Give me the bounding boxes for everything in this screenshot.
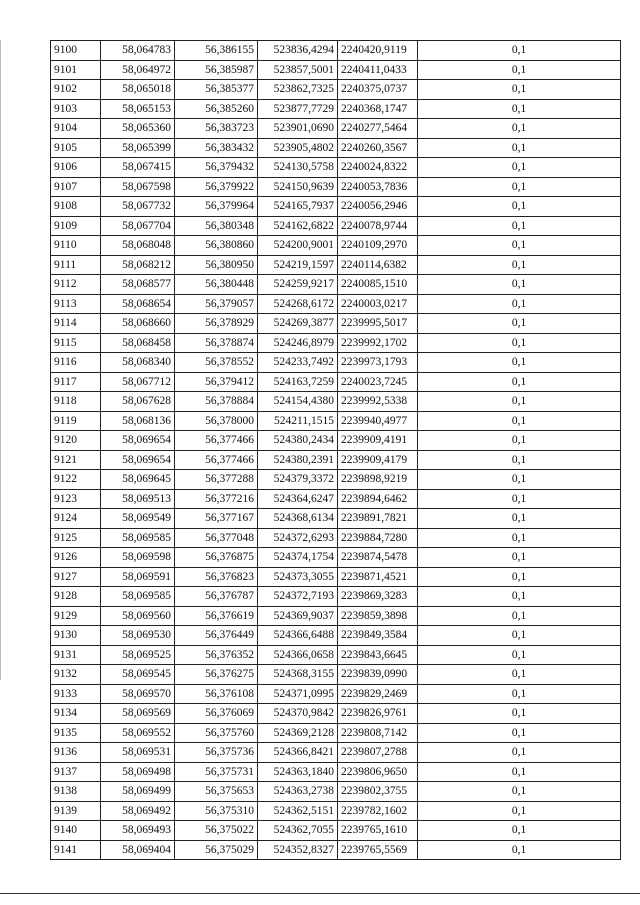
accuracy-cell: 0,1 xyxy=(418,450,621,470)
scan-edge-line xyxy=(0,40,1,680)
table-row xyxy=(51,392,621,412)
point-number-cell: 9101 xyxy=(51,60,101,80)
northing-cell: 2239909,4179 xyxy=(338,450,418,470)
easting-cell: 524368,3155 xyxy=(258,665,338,685)
table-row xyxy=(51,197,621,217)
point-number-cell: 9120 xyxy=(51,431,101,451)
point-number-cell: 9122 xyxy=(51,470,101,490)
northing-cell: 2239839,0990 xyxy=(338,665,418,685)
table-row xyxy=(51,275,621,295)
longitude-cell: 56,376449 xyxy=(175,626,258,646)
point-number-cell: 9129 xyxy=(51,606,101,626)
latitude-cell: 58,064783 xyxy=(101,41,175,61)
northing-cell: 2239782,1602 xyxy=(338,801,418,821)
longitude-cell: 56,383432 xyxy=(175,138,258,158)
accuracy-cell: 0,1 xyxy=(418,431,621,451)
northing-cell: 2239849,3584 xyxy=(338,626,418,646)
latitude-cell: 58,069585 xyxy=(101,587,175,607)
point-number-cell: 9125 xyxy=(51,528,101,548)
easting-cell: 524363,1840 xyxy=(258,762,338,782)
point-number-cell: 9110 xyxy=(51,236,101,256)
point-number-cell: 9137 xyxy=(51,762,101,782)
accuracy-cell: 0,1 xyxy=(418,801,621,821)
table-row xyxy=(51,840,621,860)
northing-cell: 2239826,9761 xyxy=(338,704,418,724)
point-number-cell: 9138 xyxy=(51,782,101,802)
northing-cell: 2239765,5569 xyxy=(338,840,418,860)
latitude-cell: 58,069498 xyxy=(101,762,175,782)
northing-cell: 2240277,5464 xyxy=(338,119,418,139)
table-row xyxy=(51,333,621,353)
accuracy-cell: 0,1 xyxy=(418,821,621,841)
table-row xyxy=(51,177,621,197)
point-number-cell: 9117 xyxy=(51,372,101,392)
northing-cell: 2239869,3283 xyxy=(338,587,418,607)
table-row xyxy=(51,665,621,685)
northing-cell: 2239806,9650 xyxy=(338,762,418,782)
northing-cell: 2239765,1610 xyxy=(338,821,418,841)
accuracy-cell: 0,1 xyxy=(418,470,621,490)
accuracy-cell: 0,1 xyxy=(418,392,621,412)
point-number-cell: 9135 xyxy=(51,723,101,743)
latitude-cell: 58,068212 xyxy=(101,255,175,275)
table-row xyxy=(51,470,621,490)
latitude-cell: 58,067598 xyxy=(101,177,175,197)
easting-cell: 524352,8327 xyxy=(258,840,338,860)
accuracy-cell: 0,1 xyxy=(418,489,621,509)
easting-cell: 524366,0658 xyxy=(258,645,338,665)
accuracy-cell: 0,1 xyxy=(418,138,621,158)
table-row xyxy=(51,723,621,743)
point-number-cell: 9105 xyxy=(51,138,101,158)
table-row xyxy=(51,372,621,392)
northing-cell: 2239992,5338 xyxy=(338,392,418,412)
point-number-cell: 9131 xyxy=(51,645,101,665)
easting-cell: 524219,1597 xyxy=(258,255,338,275)
longitude-cell: 56,378552 xyxy=(175,353,258,373)
northing-cell: 2239909,4191 xyxy=(338,431,418,451)
table-row xyxy=(51,236,621,256)
latitude-cell: 58,069645 xyxy=(101,470,175,490)
easting-cell: 524269,3877 xyxy=(258,314,338,334)
easting-cell: 523836,4294 xyxy=(258,41,338,61)
northing-cell: 2239807,2788 xyxy=(338,743,418,763)
northing-cell: 2240023,7245 xyxy=(338,372,418,392)
easting-cell: 524364,6247 xyxy=(258,489,338,509)
latitude-cell: 58,069499 xyxy=(101,782,175,802)
longitude-cell: 56,377216 xyxy=(175,489,258,509)
easting-cell: 524233,7492 xyxy=(258,353,338,373)
northing-cell: 2240003,0217 xyxy=(338,294,418,314)
latitude-cell: 58,068136 xyxy=(101,411,175,431)
point-number-cell: 9109 xyxy=(51,216,101,236)
longitude-cell: 56,376619 xyxy=(175,606,258,626)
table-row xyxy=(51,450,621,470)
table-row xyxy=(51,99,621,119)
easting-cell: 524130,5758 xyxy=(258,158,338,178)
table-row xyxy=(51,353,621,373)
northing-cell: 2240420,9119 xyxy=(338,41,418,61)
point-number-cell: 9136 xyxy=(51,743,101,763)
point-number-cell: 9139 xyxy=(51,801,101,821)
point-number-cell: 9141 xyxy=(51,840,101,860)
longitude-cell: 56,379057 xyxy=(175,294,258,314)
point-number-cell: 9107 xyxy=(51,177,101,197)
longitude-cell: 56,377466 xyxy=(175,431,258,451)
northing-cell: 2239992,1702 xyxy=(338,333,418,353)
accuracy-cell: 0,1 xyxy=(418,723,621,743)
table-row xyxy=(51,567,621,587)
longitude-cell: 56,376352 xyxy=(175,645,258,665)
table-row xyxy=(51,138,621,158)
table-row xyxy=(51,762,621,782)
easting-cell: 524369,9037 xyxy=(258,606,338,626)
easting-cell: 524374,1754 xyxy=(258,548,338,568)
accuracy-cell: 0,1 xyxy=(418,743,621,763)
easting-cell: 524246,8979 xyxy=(258,333,338,353)
table-row xyxy=(51,684,621,704)
latitude-cell: 58,069552 xyxy=(101,723,175,743)
latitude-cell: 58,068660 xyxy=(101,314,175,334)
accuracy-cell: 0,1 xyxy=(418,840,621,860)
northing-cell: 2239891,7821 xyxy=(338,509,418,529)
table-row xyxy=(51,411,621,431)
easting-cell: 524362,7055 xyxy=(258,821,338,841)
easting-cell: 524150,9639 xyxy=(258,177,338,197)
latitude-cell: 58,069570 xyxy=(101,684,175,704)
table-row xyxy=(51,41,621,61)
easting-cell: 524380,2391 xyxy=(258,450,338,470)
point-number-cell: 9111 xyxy=(51,255,101,275)
easting-cell: 523877,7729 xyxy=(258,99,338,119)
northing-cell: 2240053,7836 xyxy=(338,177,418,197)
northing-cell: 2239808,7142 xyxy=(338,723,418,743)
longitude-cell: 56,379412 xyxy=(175,372,258,392)
table-row xyxy=(51,80,621,100)
accuracy-cell: 0,1 xyxy=(418,294,621,314)
accuracy-cell: 0,1 xyxy=(418,587,621,607)
point-number-cell: 9116 xyxy=(51,353,101,373)
point-number-cell: 9134 xyxy=(51,704,101,724)
latitude-cell: 58,069654 xyxy=(101,450,175,470)
point-number-cell: 9121 xyxy=(51,450,101,470)
easting-cell: 524200,9001 xyxy=(258,236,338,256)
point-number-cell: 9127 xyxy=(51,567,101,587)
table-row xyxy=(51,821,621,841)
longitude-cell: 56,376823 xyxy=(175,567,258,587)
point-number-cell: 9119 xyxy=(51,411,101,431)
northing-cell: 2240085,1510 xyxy=(338,275,418,295)
latitude-cell: 58,064972 xyxy=(101,60,175,80)
accuracy-cell: 0,1 xyxy=(418,197,621,217)
accuracy-cell: 0,1 xyxy=(418,645,621,665)
accuracy-cell: 0,1 xyxy=(418,548,621,568)
latitude-cell: 58,065360 xyxy=(101,119,175,139)
accuracy-cell: 0,1 xyxy=(418,704,621,724)
northing-cell: 2240114,6382 xyxy=(338,255,418,275)
table-row xyxy=(51,314,621,334)
longitude-cell: 56,378874 xyxy=(175,333,258,353)
accuracy-cell: 0,1 xyxy=(418,314,621,334)
easting-cell: 523905,4802 xyxy=(258,138,338,158)
table-row xyxy=(51,60,621,80)
latitude-cell: 58,069591 xyxy=(101,567,175,587)
longitude-cell: 56,378884 xyxy=(175,392,258,412)
point-number-cell: 9130 xyxy=(51,626,101,646)
northing-cell: 2239829,2469 xyxy=(338,684,418,704)
point-number-cell: 9106 xyxy=(51,158,101,178)
longitude-cell: 56,376108 xyxy=(175,684,258,704)
latitude-cell: 58,067628 xyxy=(101,392,175,412)
easting-cell: 524372,7193 xyxy=(258,587,338,607)
northing-cell: 2239843,6645 xyxy=(338,645,418,665)
latitude-cell: 58,069531 xyxy=(101,743,175,763)
accuracy-cell: 0,1 xyxy=(418,684,621,704)
point-number-cell: 9128 xyxy=(51,587,101,607)
accuracy-cell: 0,1 xyxy=(418,626,621,646)
longitude-cell: 56,385260 xyxy=(175,99,258,119)
point-number-cell: 9103 xyxy=(51,99,101,119)
latitude-cell: 58,069549 xyxy=(101,509,175,529)
table-row xyxy=(51,606,621,626)
longitude-cell: 56,378929 xyxy=(175,314,258,334)
table-row xyxy=(51,528,621,548)
table-row xyxy=(51,119,621,139)
point-number-cell: 9132 xyxy=(51,665,101,685)
accuracy-cell: 0,1 xyxy=(418,216,621,236)
table-row xyxy=(51,548,621,568)
page-bottom-rule xyxy=(0,893,640,894)
longitude-cell: 56,378000 xyxy=(175,411,258,431)
latitude-cell: 58,068577 xyxy=(101,275,175,295)
longitude-cell: 56,385377 xyxy=(175,80,258,100)
longitude-cell: 56,380860 xyxy=(175,236,258,256)
longitude-cell: 56,376275 xyxy=(175,665,258,685)
easting-cell: 524363,2738 xyxy=(258,782,338,802)
northing-cell: 2239884,7280 xyxy=(338,528,418,548)
latitude-cell: 58,067415 xyxy=(101,158,175,178)
accuracy-cell: 0,1 xyxy=(418,353,621,373)
easting-cell: 524380,2434 xyxy=(258,431,338,451)
accuracy-cell: 0,1 xyxy=(418,665,621,685)
longitude-cell: 56,377288 xyxy=(175,470,258,490)
table-row xyxy=(51,626,621,646)
northing-cell: 2240109,2970 xyxy=(338,236,418,256)
northing-cell: 2239894,6462 xyxy=(338,489,418,509)
accuracy-cell: 0,1 xyxy=(418,275,621,295)
easting-cell: 524268,6172 xyxy=(258,294,338,314)
easting-cell: 524165,7937 xyxy=(258,197,338,217)
easting-cell: 523901,0690 xyxy=(258,119,338,139)
northing-cell: 2239973,1793 xyxy=(338,353,418,373)
easting-cell: 524369,2128 xyxy=(258,723,338,743)
point-number-cell: 9140 xyxy=(51,821,101,841)
northing-cell: 2240368,1747 xyxy=(338,99,418,119)
accuracy-cell: 0,1 xyxy=(418,119,621,139)
accuracy-cell: 0,1 xyxy=(418,80,621,100)
longitude-cell: 56,375731 xyxy=(175,762,258,782)
easting-cell: 524163,7259 xyxy=(258,372,338,392)
coordinates-table-body xyxy=(51,41,621,860)
point-number-cell: 9115 xyxy=(51,333,101,353)
easting-cell: 524371,0995 xyxy=(258,684,338,704)
longitude-cell: 56,375653 xyxy=(175,782,258,802)
accuracy-cell: 0,1 xyxy=(418,606,621,626)
coordinates-table xyxy=(50,40,621,860)
accuracy-cell: 0,1 xyxy=(418,528,621,548)
latitude-cell: 58,069493 xyxy=(101,821,175,841)
northing-cell: 2240411,0433 xyxy=(338,60,418,80)
latitude-cell: 58,069654 xyxy=(101,431,175,451)
accuracy-cell: 0,1 xyxy=(418,99,621,119)
table-row xyxy=(51,645,621,665)
longitude-cell: 56,386155 xyxy=(175,41,258,61)
easting-cell: 524366,6488 xyxy=(258,626,338,646)
table-row xyxy=(51,489,621,509)
latitude-cell: 58,065018 xyxy=(101,80,175,100)
latitude-cell: 58,069530 xyxy=(101,626,175,646)
point-number-cell: 9124 xyxy=(51,509,101,529)
table-row xyxy=(51,216,621,236)
northing-cell: 2240024,8322 xyxy=(338,158,418,178)
longitude-cell: 56,375029 xyxy=(175,840,258,860)
longitude-cell: 56,376787 xyxy=(175,587,258,607)
latitude-cell: 58,068340 xyxy=(101,353,175,373)
northing-cell: 2240375,0737 xyxy=(338,80,418,100)
longitude-cell: 56,375310 xyxy=(175,801,258,821)
latitude-cell: 58,065153 xyxy=(101,99,175,119)
longitude-cell: 56,377466 xyxy=(175,450,258,470)
accuracy-cell: 0,1 xyxy=(418,782,621,802)
table-row xyxy=(51,587,621,607)
latitude-cell: 58,069513 xyxy=(101,489,175,509)
point-number-cell: 9126 xyxy=(51,548,101,568)
latitude-cell: 58,069525 xyxy=(101,645,175,665)
point-number-cell: 9104 xyxy=(51,119,101,139)
latitude-cell: 58,068654 xyxy=(101,294,175,314)
longitude-cell: 56,383723 xyxy=(175,119,258,139)
easting-cell: 524162,6822 xyxy=(258,216,338,236)
point-number-cell: 9113 xyxy=(51,294,101,314)
table-row xyxy=(51,158,621,178)
northing-cell: 2239871,4521 xyxy=(338,567,418,587)
point-number-cell: 9112 xyxy=(51,275,101,295)
longitude-cell: 56,376875 xyxy=(175,548,258,568)
latitude-cell: 58,068048 xyxy=(101,236,175,256)
longitude-cell: 56,385987 xyxy=(175,60,258,80)
point-number-cell: 9123 xyxy=(51,489,101,509)
longitude-cell: 56,375760 xyxy=(175,723,258,743)
northing-cell: 2239802,3755 xyxy=(338,782,418,802)
easting-cell: 524362,5151 xyxy=(258,801,338,821)
northing-cell: 2239995,5017 xyxy=(338,314,418,334)
northing-cell: 2240056,2946 xyxy=(338,197,418,217)
point-number-cell: 9114 xyxy=(51,314,101,334)
accuracy-cell: 0,1 xyxy=(418,41,621,61)
point-number-cell: 9102 xyxy=(51,80,101,100)
table-row xyxy=(51,255,621,275)
latitude-cell: 58,067712 xyxy=(101,372,175,392)
longitude-cell: 56,375736 xyxy=(175,743,258,763)
table-row xyxy=(51,782,621,802)
northing-cell: 2240078,9744 xyxy=(338,216,418,236)
longitude-cell: 56,377048 xyxy=(175,528,258,548)
point-number-cell: 9118 xyxy=(51,392,101,412)
longitude-cell: 56,380348 xyxy=(175,216,258,236)
accuracy-cell: 0,1 xyxy=(418,372,621,392)
easting-cell: 524154,4380 xyxy=(258,392,338,412)
accuracy-cell: 0,1 xyxy=(418,333,621,353)
easting-cell: 524373,3055 xyxy=(258,567,338,587)
easting-cell: 524366,8421 xyxy=(258,743,338,763)
longitude-cell: 56,379432 xyxy=(175,158,258,178)
point-number-cell: 9133 xyxy=(51,684,101,704)
easting-cell: 524211,1515 xyxy=(258,411,338,431)
northing-cell: 2239940,4977 xyxy=(338,411,418,431)
latitude-cell: 58,069585 xyxy=(101,528,175,548)
latitude-cell: 58,069598 xyxy=(101,548,175,568)
latitude-cell: 58,069545 xyxy=(101,665,175,685)
easting-cell: 524370,9842 xyxy=(258,704,338,724)
table-row xyxy=(51,704,621,724)
table-row xyxy=(51,431,621,451)
easting-cell: 524259,9217 xyxy=(258,275,338,295)
latitude-cell: 58,069560 xyxy=(101,606,175,626)
latitude-cell: 58,067732 xyxy=(101,197,175,217)
table-row xyxy=(51,509,621,529)
longitude-cell: 56,380950 xyxy=(175,255,258,275)
easting-cell: 524372,6293 xyxy=(258,528,338,548)
longitude-cell: 56,379922 xyxy=(175,177,258,197)
longitude-cell: 56,376069 xyxy=(175,704,258,724)
latitude-cell: 58,068458 xyxy=(101,333,175,353)
easting-cell: 524379,3372 xyxy=(258,470,338,490)
longitude-cell: 56,375022 xyxy=(175,821,258,841)
point-number-cell: 9108 xyxy=(51,197,101,217)
table-row xyxy=(51,294,621,314)
accuracy-cell: 0,1 xyxy=(418,509,621,529)
latitude-cell: 58,069569 xyxy=(101,704,175,724)
northing-cell: 2239859,3898 xyxy=(338,606,418,626)
accuracy-cell: 0,1 xyxy=(418,567,621,587)
latitude-cell: 58,069492 xyxy=(101,801,175,821)
latitude-cell: 58,065399 xyxy=(101,138,175,158)
easting-cell: 524368,6134 xyxy=(258,509,338,529)
latitude-cell: 58,069404 xyxy=(101,840,175,860)
accuracy-cell: 0,1 xyxy=(418,158,621,178)
accuracy-cell: 0,1 xyxy=(418,177,621,197)
longitude-cell: 56,380448 xyxy=(175,275,258,295)
table-row xyxy=(51,801,621,821)
northing-cell: 2240260,3567 xyxy=(338,138,418,158)
northing-cell: 2239874,5478 xyxy=(338,548,418,568)
longitude-cell: 56,379964 xyxy=(175,197,258,217)
accuracy-cell: 0,1 xyxy=(418,255,621,275)
easting-cell: 523862,7325 xyxy=(258,80,338,100)
longitude-cell: 56,377167 xyxy=(175,509,258,529)
northing-cell: 2239898,9219 xyxy=(338,470,418,490)
easting-cell: 523857,5001 xyxy=(258,60,338,80)
accuracy-cell: 0,1 xyxy=(418,762,621,782)
point-number-cell: 9100 xyxy=(51,41,101,61)
accuracy-cell: 0,1 xyxy=(418,411,621,431)
accuracy-cell: 0,1 xyxy=(418,60,621,80)
latitude-cell: 58,067704 xyxy=(101,216,175,236)
accuracy-cell: 0,1 xyxy=(418,236,621,256)
table-row xyxy=(51,743,621,763)
